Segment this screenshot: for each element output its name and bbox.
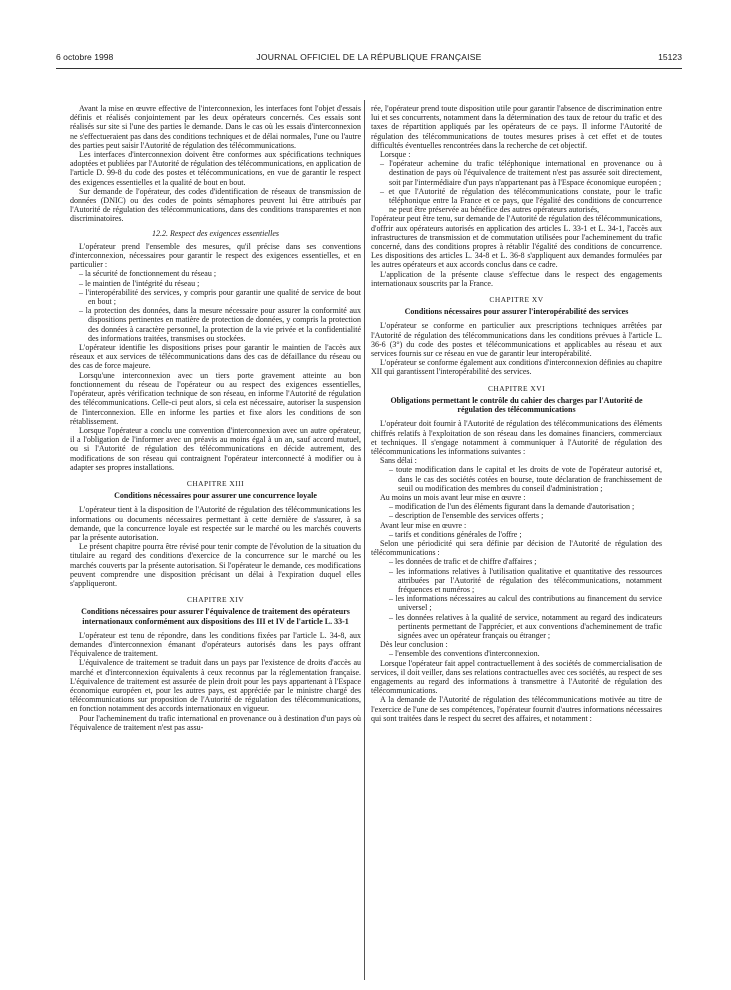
list-item: – description de l'ensemble des services offerts ;: [389, 511, 544, 521]
right-column: [371, 104, 662, 984]
paragraph: Avant la mise en œuvre effective de l'interconnexion, les interfaces font l'objet d'essais définis et réalisés conjointement par les deux opérateurs concernés. Ces essais sont réalisés sur site si l'une des parties le demande. Dans le cas où les essais d'interconnexion ne s'effectueraient pas dans des conditions techniques et de délai normales, l'une ou l'autre des parties peut saisir l'Autorité de régulation des télécommunications.: [70, 104, 361, 150]
paragraph: L'opérateur doit fournir à l'Autorité de régulation des télécommunications des éléments chiffrés relatifs à l'exploitation de son réseau dans les domaines financiers, commerciaux et techniques. Il s'engage notamment à communiquer à l'Autorité de régulation des télécommunications les informations suivantes :: [371, 419, 662, 456]
section-heading: 12.2. Respect des exigences essentielles: [151, 228, 280, 238]
list-item: – les informations nécessaires au calcul des contributions au financement du service universel ;: [389, 594, 662, 613]
paragraph: Lorsque l'opérateur a conclu une convention d'interconnexion avec un autre opérateur, il a l'obligation de l'informer avec un préavis au moins égal à un an, sauf accord mutuel, ou si l'Autorité de régulation des télécommunications en décide autrement, des modifications de son réseau qui contraignent l'opérateur interconnecté à modifier ou à adapter ses propres installations.: [70, 425, 361, 472]
paragraph: L'opérateur est tenu de répondre, dans les conditions fixées par l'article L. 34-8, aux demandes d'interconnexion émanant d'opérateurs autorisés dans les pays offrant l'équivalence de traitement.: [70, 630, 361, 659]
paragraph: L'opérateur se conforme en particulier aux prescriptions techniques arrêtées par l'Autorité de régulation des télécommunications dans les conditions prévues à l'article L. 36-6 (3°) du code des postes et télécommunications et applicables au réseau et aux services fournis sur ce réseau en vue de garantir leur interopérabilité.: [371, 321, 662, 359]
list-item: – les données de trafic et de chiffre d'affaires ;: [389, 557, 537, 567]
chapter-number: CHAPITRE XV: [489, 295, 544, 305]
paragraph: Lorsqu'une interconnexion avec un tiers porte gravement atteinte au bon fonctionnement du réseau de l'opérateur ou au respect des exigences essentielles, l'opérateur, après vérification technique de son réseau, en informe l'Autorité de régulation des télécommunications. Celle-ci peut alors, si cela est nécessaire, autoriser la suspension de l'interconnexion. Elle en informe les parties et fixe alors les conditions de son rétablissement.: [70, 370, 361, 426]
left-column: [70, 104, 361, 984]
chapter-title: Conditions nécessaires pour assurer l'interopérabilité des services: [404, 307, 629, 317]
paragraph: Les interfaces d'interconnexion doivent être conformes aux spécifications techniques adoptées et publiées par l'Autorité de régulation des télécommunications, en application de l'article D. 99-8 du code des postes et télécommunications, en vue de garantir le respect des exigences essentielles et la qualité de bout en bout.: [70, 150, 361, 187]
paragraph: Le présent chapitre pourra être révisé pour tenir compte de l'évolution de la situation du titulaire au regard des conditions d'exercice de la concurrence sur le marché ou les marchés couverts par la présente autorisation. Si l'opérateur le demande, ces modifications peuvent comprendre une disposition précisant un délai à l'expiration duquel elles s'appliqueront.: [70, 542, 361, 588]
list-item: – l'ensemble des conventions d'interconnexion.: [389, 649, 540, 659]
chapter-number: CHAPITRE XVI: [487, 383, 546, 393]
paragraph: Sur demande de l'opérateur, des codes d'identification de réseaux de transmission de données (DNIC) ou des codes de points sémaphores peuvent lui être attribués par l'Autorité de régulation des télécommunications, dans des conditions transparentes et non discriminatoires.: [70, 186, 361, 224]
paragraph: Lorsque :: [380, 150, 411, 160]
page-header: [56, 52, 682, 66]
page-number: 15123: [658, 52, 682, 62]
paragraph: L'opérateur tient à la disposition de l'Autorité de régulation des télécommunications les informations ou documents nécessaires permettant à cette dernière de s'assurer, à sa demande, que la concurrence loyale est respectée sur le marché ou les marchés couverts par la présente autorisation.: [70, 505, 361, 542]
chapter-number: CHAPITRE XIII: [186, 478, 245, 488]
header-rule: [56, 68, 682, 69]
paragraph: rée, l'opérateur prend toute disposition utile pour garantir l'absence de discrimination entre lui et ses concurrents, notamment dans la détermination des taux de retour du trafic et des taxes de répartition appliqués par les opérateurs de ce pays. Il informe l'Autorité de régulation des télécommunications de toutes mesures prises à cet effet et de toutes difficultés éventuelles rencontrées dans la recherche de cet objectif.: [371, 104, 662, 150]
chapter-title: Conditions nécessaires pour assurer une concurrence loyale: [114, 491, 317, 501]
paragraph: L'opérateur identifie les dispositions prises pour garantir le maintien de l'accès aux réseaux et aux services de télécommunications dans des cas de défaillance du réseau ou des cas de force majeure.: [70, 343, 361, 371]
list-item: – l'interopérabilité des services, y compris pour garantir une qualité de service de bout en bout ;: [79, 287, 361, 307]
paragraph: L'équivalence de traitement se traduit dans un pays par l'existence de droits d'accès au marché et d'interconnexion équivalents à ceux reconnus par la réglementation française. L'équivalence de traitement est assurée de plein droit pour les pays appartenant à l'Espace économique européen et, pour les autres pays, est appréciée par le ministre chargé des télécommunications sur proposition de l'Autorité de régulation des télécommunications, en fonction notamment des accords internationaux en vigueur.: [70, 658, 361, 714]
list-item: – le maintien de l'intégrité du réseau ;: [79, 278, 200, 288]
list-item: – l'opérateur achemine du trafic téléphonique international en provenance ou à destination de pays où l'équivalence de traitement n'est pas assurée soit directement, soit par l'intermédiaire d'un pays n'appartenant pas à l'Espace économique européen ;: [380, 159, 662, 187]
chapter-title: Conditions nécessaires pour assurer l'équivalence de traitement des opérateurs internationaux conformément aux dispositions des III et IV de l'article L. 33-1: [81, 607, 350, 626]
list-item: – et que l'Autorité de régulation des télécommunications constate, pour le trafic téléphonique entre la France et ce pays, que l'égalité des conditions de concurrence ne peut être préservée au bénéfice des autres opérateurs autorisés,: [380, 186, 662, 215]
issue-date: 6 octobre 1998: [56, 52, 114, 62]
list-item: – toute modification dans le capital et les droits de vote de l'opérateur autorisé et, dans le cas des sociétés cotées en bourse, toute déclaration de franchissement de seuil ou modification des membres du conseil d'administration ;: [389, 465, 662, 493]
list-item: – la sécurité de fonctionnement du réseau ;: [79, 269, 217, 279]
paragraph: Dès leur conclusion :: [380, 640, 448, 650]
chapter-number: CHAPITRE XIV: [186, 595, 245, 605]
column-divider: [364, 100, 365, 980]
paragraph: l'opérateur peut être tenu, sur demande de l'Autorité de régulation des télécommunications, d'offrir aux opérateurs autorisés en application des articles L. 33-1 et L. 34-1, l'accès aux infrastructures de transmission et de commutation utilisées pour l'acheminement du trafic concerné, dans des conditions propres à rétablir l'égalité des conditions de concurrence. Les dispositions des articles L. 34-8 et L. 36-8 s'appliquent aux demandes formulées par les autres opérateurs et aux accords conclus dans ce cadre.: [371, 214, 662, 270]
paragraph: Sans délai :: [380, 456, 417, 466]
paragraph: Selon une périodicité qui sera définie par décision de l'Autorité de régulation des télécommunications :: [371, 538, 662, 558]
list-item: – les informations relatives à l'utilisation qualitative et quantitative des ressources attribuées par l'Autorité de régulation des télécommunications, notamment fréquences et numéros ;: [389, 566, 662, 594]
chapter-title: Obligations permettant le contrôle du cahier des charges par l'Autorité de régulation des télécommunications: [390, 395, 643, 415]
paragraph: L'opérateur se conforme également aux conditions d'interconnexion définies au chapitre XII qui garantissent l'interopérabilité des services.: [371, 358, 662, 377]
paragraph: A la demande de l'Autorité de régulation des télécommunications motivée au titre de l'exercice de l'une de ses compétences, l'opérateur fournit d'autres informations nécessaires qui sont traitées dans le respect du secret des affaires, et notamment :: [371, 695, 662, 723]
list-item: – tarifs et conditions générales de l'offre ;: [389, 529, 522, 539]
list-item: – modification de l'un des éléments figurant dans la demande d'autorisation ;: [389, 502, 635, 512]
paragraph: L'application de la présente clause s'effectue dans le respect des engagements internationaux souscrits par la France.: [371, 269, 662, 288]
paragraph: Lorsque l'opérateur fait appel contractuellement à des sociétés de commercialisation de services, il doit veiller, dans ses relations contractuelles avec ces sociétés, au respect de ses engagements au regard des informations à transmettre à l'Autorité de régulation des télécommunications.: [371, 658, 662, 696]
list-item: – la protection des données, dans la mesure nécessaire pour assurer la conformité aux dispositions pertinentes en matière de protection de données, y compris la protection des données à caractère personnel, la protection de la vie privée et la confidentialité des informations traitées, transmises ou stockées.: [79, 306, 361, 343]
journal-title: JOURNAL OFFICIEL DE LA RÉPUBLIQUE FRANÇAISE: [256, 52, 482, 62]
paragraph: Au moins un mois avant leur mise en œuvre :: [380, 492, 526, 502]
paragraph: L'opérateur prend l'ensemble des mesures, qu'il précise dans ses conventions d'interconnexion, nécessaires pour garantir le respect des exigences essentielles, et en particulier :: [70, 241, 361, 270]
list-item: – les données relatives à la qualité de service, notamment au regard des indicateurs pertinents permettant de l'apprécier, et aux conventions d'acheminement de trafic signées avec un opérateur français ou étranger ;: [389, 612, 662, 640]
paragraph: Pour l'acheminement du trafic international en provenance ou à destination d'un pays où l'équivalence de traitement n'est pas assu-: [70, 713, 361, 732]
paragraph: Avant leur mise en œuvre :: [380, 520, 467, 530]
